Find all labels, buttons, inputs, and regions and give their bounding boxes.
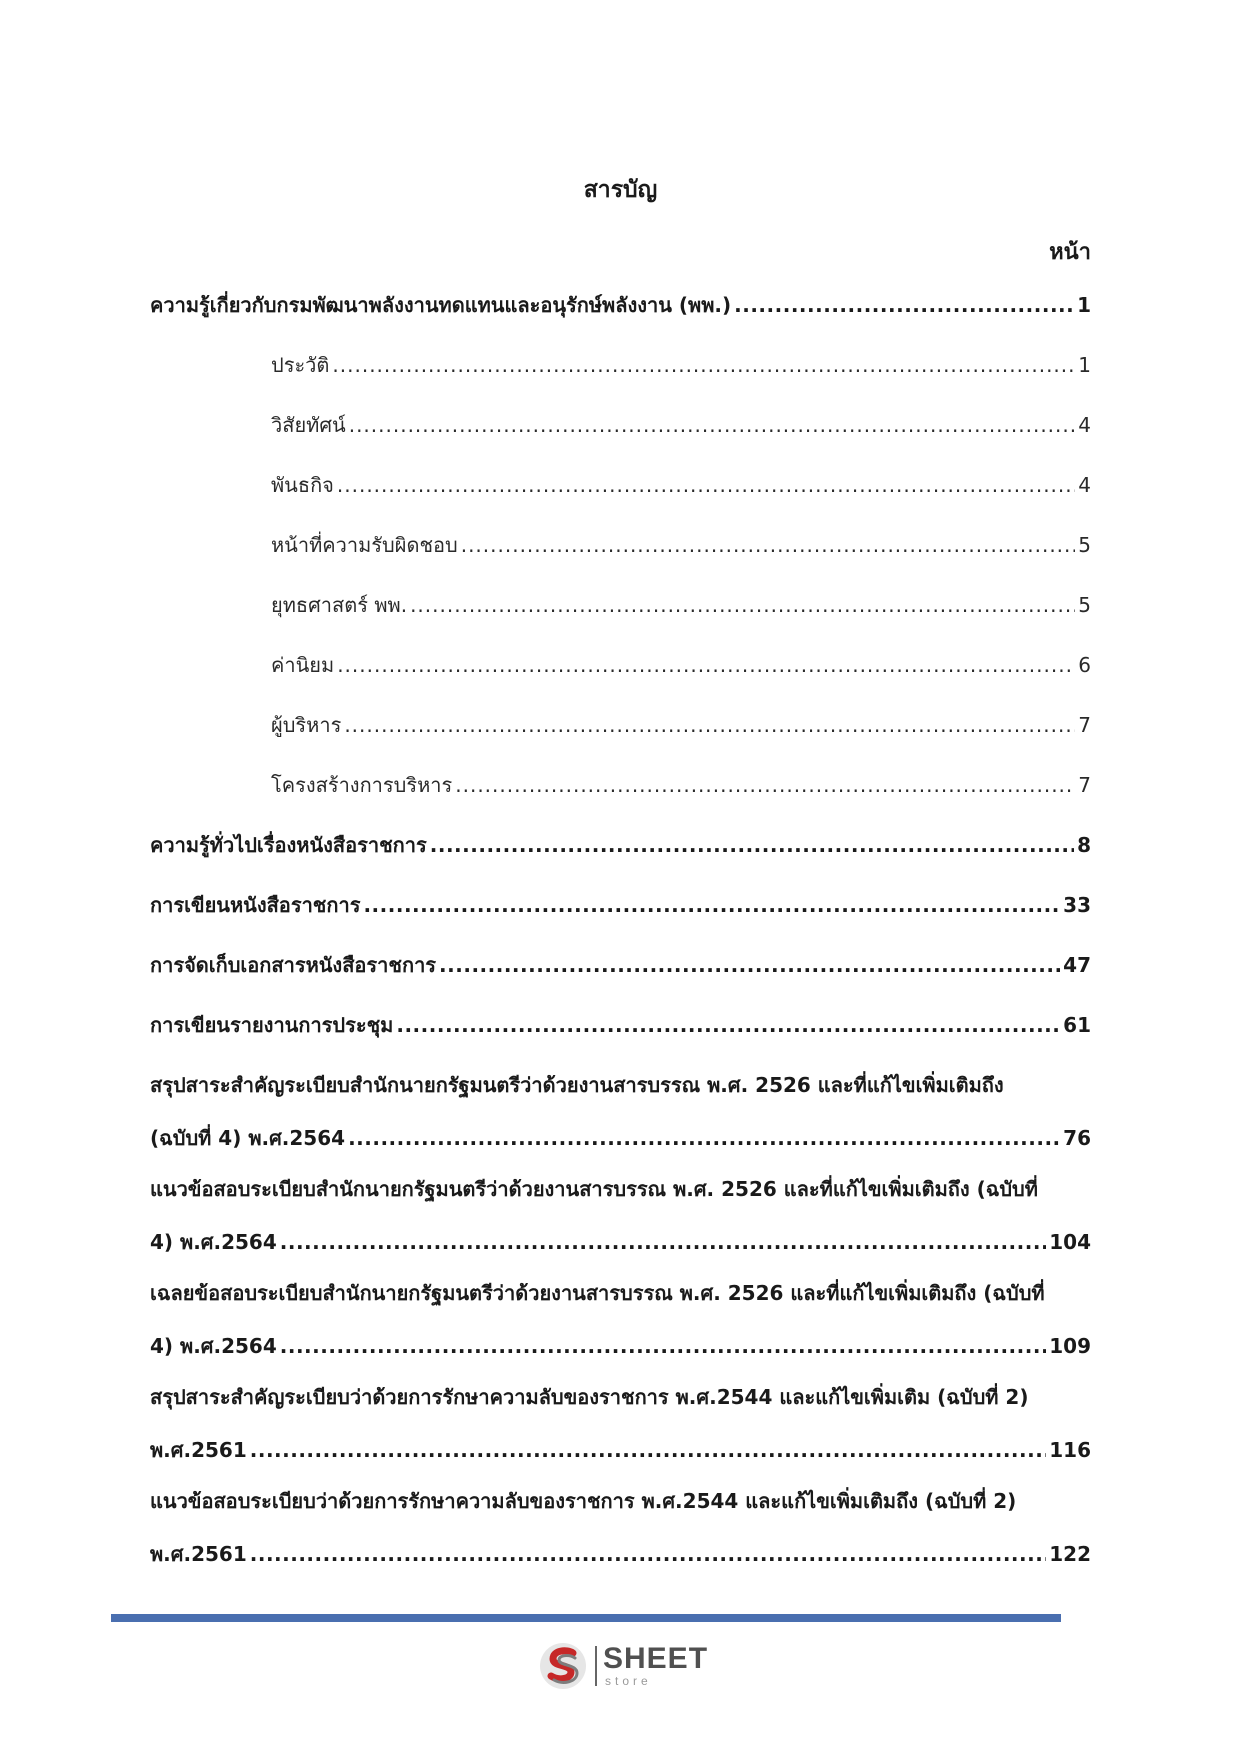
leader-dots: [461, 531, 1076, 559]
toc-entry-text: ความรู้ทั่วไปเรื่องหนังสือราชการ: [150, 833, 427, 857]
toc-entry[interactable]: [271, 531, 1091, 559]
toc-entry-text: ความรู้เกี่ยวกับกรมพัฒนาพลังงานทดแทนและอนุรักษ์พลังงาน (พพ.): [150, 293, 732, 317]
toc-page-number: 109: [1049, 1334, 1091, 1358]
toc-entry-text-line1: สรุปสาระสำคัญระเบียบสำนักนายกรัฐมนตรีว่าด้วยงานสารบรรณ พ.ศ. 2526 และที่แก้ไขเพิ่มเติมถึง: [150, 1073, 1004, 1097]
toc-page-number: 104: [1049, 1230, 1091, 1254]
logo-s-icon: [537, 1640, 589, 1692]
toc-entry-text: 4) พ.ศ.2564: [150, 1230, 277, 1254]
leader-dots: [430, 831, 1074, 859]
toc-page-number: 76: [1063, 1126, 1091, 1150]
leader-dots: [344, 711, 1075, 739]
toc-page-number: 33: [1063, 893, 1091, 917]
leader-dots: [410, 591, 1075, 619]
toc-entry[interactable]: [271, 711, 1091, 739]
toc-page-number: 116: [1049, 1438, 1091, 1462]
leader-dots: [455, 771, 1075, 799]
logo-wordmark: SHEET: [603, 1642, 709, 1675]
toc-entry[interactable]: [150, 891, 1091, 919]
toc-entry-text: การจัดเก็บเอกสารหนังสือราชการ: [150, 953, 437, 977]
toc-entry-text: ประวัติ: [271, 353, 330, 377]
toc-entry-text: 4) พ.ศ.2564: [150, 1334, 277, 1358]
toc-entry[interactable]: [150, 1383, 1091, 1464]
toc-entry-text: พ.ศ.2561: [150, 1542, 247, 1566]
toc-entry[interactable]: [271, 471, 1091, 499]
toc-entry-text: การเขียนรายงานการประชุม: [150, 1013, 394, 1037]
leader-dots: [280, 1332, 1046, 1360]
logo-subtext: store: [605, 1674, 652, 1688]
toc-entry[interactable]: [150, 291, 1091, 319]
footer-divider-bar: [111, 1614, 1061, 1622]
logo-separator: [595, 1646, 597, 1686]
toc-entry[interactable]: [271, 591, 1091, 619]
toc-entry[interactable]: [150, 1487, 1091, 1568]
leader-dots: [250, 1540, 1047, 1568]
leader-dots: [363, 891, 1060, 919]
toc-page-number: 7: [1078, 773, 1091, 797]
toc-entry-text-line1: แนวข้อสอบระเบียบว่าด้วยการรักษาความลับของราชการ พ.ศ.2544 และแก้ไขเพิ่มเติมถึง (ฉบับที่ 2): [150, 1489, 1017, 1513]
toc-entry-text: (ฉบับที่ 4) พ.ศ.2564: [150, 1126, 346, 1150]
toc-entry-text: โครงสร้างการบริหาร: [271, 773, 453, 797]
toc-entry-text-line1: สรุปสาระสำคัญระเบียบว่าด้วยการรักษาความลับของราชการ พ.ศ.2544 และแก้ไขเพิ่มเติม (ฉบับที่ 2): [150, 1385, 1029, 1409]
toc-page-number: 122: [1049, 1542, 1091, 1566]
toc-page-number: 1: [1077, 293, 1091, 317]
leader-dots: [349, 411, 1076, 439]
toc-entry-text-line1: แนวข้อสอบระเบียบสำนักนายกรัฐมนตรีว่าด้วยงานสารบรรณ พ.ศ. 2526 และที่แก้ไขเพิ่มเติมถึง (ฉบับที่: [150, 1177, 1038, 1201]
toc-page-number: 47: [1063, 953, 1091, 977]
toc-page-number: 8: [1077, 833, 1091, 857]
toc-entry[interactable]: [150, 1071, 1091, 1152]
toc-page-number: 5: [1078, 533, 1091, 557]
toc-entry-text: ผู้บริหาร: [271, 713, 342, 737]
toc-entry-text: ยุทธศาสตร์ พพ.: [271, 593, 408, 617]
toc-entry-text: พ.ศ.2561: [150, 1438, 247, 1462]
leader-dots: [348, 1124, 1060, 1152]
toc-entry[interactable]: [271, 351, 1091, 379]
toc-entry[interactable]: [150, 951, 1091, 979]
toc-page-number: 7: [1078, 713, 1091, 737]
toc-entry-text: หน้าที่ความรับผิดชอบ: [271, 533, 458, 557]
toc-page-number: 1: [1078, 353, 1091, 377]
toc-entry-text: การเขียนหนังสือราชการ: [150, 893, 361, 917]
toc-entry[interactable]: [150, 1011, 1091, 1039]
toc-page-number: 4: [1078, 473, 1091, 497]
sheet-store-logo: [537, 1640, 707, 1692]
toc-entry[interactable]: [150, 1279, 1091, 1360]
toc-entry-text-line1: เฉลยข้อสอบระเบียบสำนักนายกรัฐมนตรีว่าด้วยงานสารบรรณ พ.ศ. 2526 และที่แก้ไขเพิ่มเติมถึง (ฉบับที่: [150, 1281, 1045, 1305]
toc-page-number: 4: [1078, 413, 1091, 437]
toc-entry[interactable]: [271, 651, 1091, 679]
leader-dots: [396, 1011, 1060, 1039]
leader-dots: [337, 651, 1075, 679]
toc-entry-text: วิสัยทัศน์: [271, 413, 346, 437]
leader-dots: [439, 951, 1060, 979]
leader-dots: [734, 291, 1074, 319]
toc-page-number: 5: [1078, 593, 1091, 617]
toc-entry[interactable]: [150, 831, 1091, 859]
toc-entry[interactable]: [150, 1175, 1091, 1256]
page-title: สารบัญ: [583, 177, 658, 203]
toc-entry-text: พันธกิจ: [271, 473, 334, 497]
toc-entry[interactable]: [271, 411, 1091, 439]
leader-dots: [280, 1228, 1046, 1256]
leader-dots: [337, 471, 1075, 499]
leader-dots: [250, 1436, 1047, 1464]
toc-page-number: 61: [1063, 1013, 1091, 1037]
toc-page-number: 6: [1078, 653, 1091, 677]
toc-entry[interactable]: [271, 771, 1091, 799]
leader-dots: [332, 351, 1075, 379]
toc-entry-text: ค่านิยม: [271, 653, 335, 677]
page-column-header: หน้า: [1049, 240, 1091, 265]
